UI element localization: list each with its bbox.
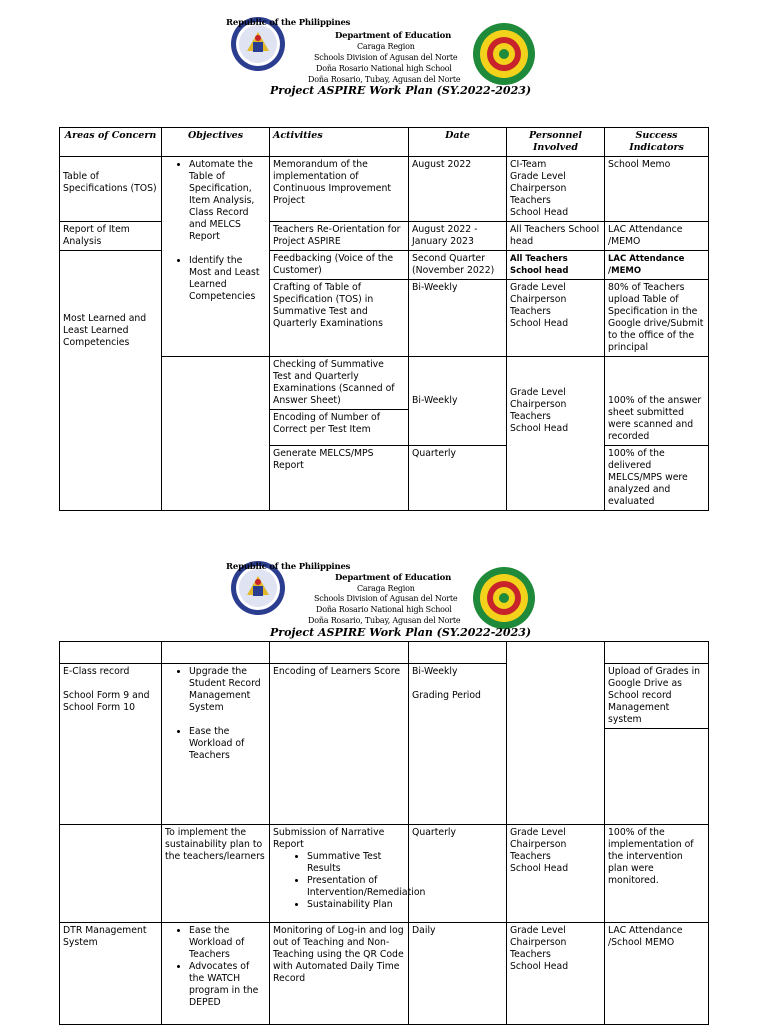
activity-cell: Encoding of Learners Score	[270, 664, 409, 825]
empty-cell	[270, 642, 409, 664]
date-cell: Bi-Weekly	[409, 280, 507, 357]
date-cell	[409, 664, 507, 825]
page-header-2	[0, 556, 768, 646]
header-region: Caraga Region	[357, 584, 415, 593]
area-eclass: E-Class record	[63, 666, 130, 677]
objectives-cell	[162, 157, 270, 357]
activity-cell: Memorandum of the implementation of Continuous Improvement Project	[270, 157, 409, 222]
header-division: Schools Division of Agusan del Norte	[314, 53, 458, 62]
objective-item: • Identify the Most and Least Learned Competencies	[189, 255, 266, 303]
header-address: Doña Rosario, Tubay, Agusan del Norte	[308, 75, 461, 84]
indicator-cell: 80% of Teachers upload Table of Specification in the Google drive/Submit to the office of the principal	[605, 280, 709, 357]
activity-cell: Checking of Summative Test and Quarterly Examinations (Scanned of Answer Sheet)	[270, 357, 409, 410]
objectives-cell	[162, 664, 270, 825]
personnel-cell: CI-Team Grade Level Chairperson Teachers School Head	[507, 157, 605, 222]
objective-item: • Ease the Workload of Teachers	[189, 726, 266, 762]
date-cell: Daily	[409, 923, 507, 1025]
personnel-cell: Grade Level Chairperson Teachers School Head	[507, 280, 605, 357]
objectives-cell-empty	[162, 357, 270, 511]
table-row-empty	[60, 642, 709, 664]
area-item-analysis: Report of Item Analysis	[60, 222, 162, 251]
empty-cell	[162, 642, 270, 664]
date-value: Bi-Weekly	[412, 395, 458, 406]
date-cell: August 2022 - January 2023	[409, 222, 507, 251]
activity-value: Submission of Narrative Report	[273, 827, 385, 850]
indicator-value: 100% of the answer sheet submitted were scanned and recorded	[608, 395, 702, 442]
activity-cell: Monitoring of Log-in and log out of Teaching and Non-Teaching using the QR Code with Automated Daily Time Record	[270, 923, 409, 1025]
table-row	[60, 157, 709, 222]
indicator-cell: LAC Attendance /School MEMO	[605, 923, 709, 1025]
sub-item: • Sustainability Plan	[307, 899, 405, 911]
header-activities: Activities	[270, 128, 409, 157]
personnel-cell: Grade Level Chairperson Teachers School Head	[507, 825, 605, 923]
indicator-cell: 100% of the implementation of the intervention plan were monitored.	[605, 825, 709, 923]
date-cell	[409, 357, 507, 446]
area-school-forms: School Form 9 and School Form 10	[63, 690, 150, 713]
header-address: Doña Rosario, Tubay, Agusan del Norte	[308, 616, 461, 625]
indicator-cell	[605, 357, 709, 446]
header-success-indicators: Success Indicators	[605, 128, 709, 157]
header-date: Date	[409, 128, 507, 157]
empty-cell	[507, 642, 605, 825]
activity-cell	[270, 825, 426, 923]
area-cell	[60, 157, 162, 222]
empty-cell	[60, 642, 162, 664]
table-row	[60, 825, 709, 923]
area-tos: Table of Specifications (TOS)	[63, 171, 157, 194]
school-seal-icon	[472, 566, 536, 630]
objective-item: • Upgrade the Student Record Management System	[189, 666, 266, 714]
indicator-cell: 100% of the delivered MELCS/MPS were analyzed and evaluated	[605, 446, 709, 511]
work-plan-table-1	[59, 127, 709, 511]
area-mllc: Most Learned and Least Learned Competencies	[63, 312, 147, 348]
date-cell: Quarterly	[409, 446, 507, 511]
header-republic: Republic of the Philippines	[226, 562, 351, 572]
objective-item: • Advocates of the WATCH program in the DEPED	[189, 961, 266, 1009]
work-plan-table-2	[59, 641, 709, 1025]
header-school: Doña Rosario National high School	[316, 605, 452, 614]
empty-cell	[60, 825, 162, 923]
table-row	[60, 251, 709, 280]
header-region: Caraga Region	[357, 42, 415, 51]
personnel-cell: All Teachers School head	[507, 251, 605, 280]
personnel-cell	[507, 357, 605, 511]
empty-cell	[605, 729, 709, 825]
area-cell	[60, 664, 162, 825]
indicator-cell: Upload of Grades in Google Drive as School record Management system	[605, 664, 709, 729]
indicator-cell: LAC Attendance /MEMO	[605, 251, 709, 280]
date-cell: August 2022	[409, 157, 507, 222]
sub-item: • Summative Test Results	[307, 851, 405, 875]
indicator-cell: LAC Attendance /MEMO	[605, 222, 709, 251]
objective-item: • Automate the Table of Specification, Item Analysis, Class Record and MELCS Report	[189, 159, 266, 243]
objective-cell: To implement the sustainability plan to the teachers/learners	[162, 825, 270, 923]
personnel-value: Grade Level Chairperson Teachers School Head	[510, 387, 569, 434]
date-cell: Second Quarter (November 2022)	[409, 251, 507, 280]
area-cell: DTR Management System	[60, 923, 162, 1025]
date-cell: Quarterly	[409, 825, 507, 923]
page-title: Project ASPIRE Work Plan (SY.2022-2023)	[270, 84, 532, 97]
table-row	[60, 222, 709, 251]
date-value: Grading Period	[412, 690, 481, 701]
personnel-cell: All Teachers School head	[507, 222, 605, 251]
header-areas: Areas of Concern	[60, 128, 162, 157]
header-republic: Republic of the Philippines	[226, 18, 351, 28]
activity-cell: Encoding of Number of Correct per Test Item	[270, 410, 409, 446]
indicator-cell: School Memo	[605, 157, 709, 222]
table-header-row	[60, 128, 709, 157]
activity-cell: Feedbacking (Voice of the Customer)	[270, 251, 409, 280]
table-row	[60, 664, 709, 729]
activity-cell: Teachers Re-Orientation for Project ASPIRE	[270, 222, 409, 251]
header-personnel: Personnel Involved	[507, 128, 605, 157]
header-department: Department of Education	[335, 573, 452, 583]
objectives-cell	[162, 923, 270, 1025]
header-division: Schools Division of Agusan del Norte	[314, 594, 458, 603]
sub-item: • Presentation of Intervention/Remediation	[307, 875, 405, 899]
page-title: Project ASPIRE Work Plan (SY.2022-2023)	[270, 626, 532, 639]
objective-item: • Ease the Workload of Teachers	[189, 925, 266, 961]
table-row	[60, 923, 709, 1025]
activity-cell: Generate MELCS/MPS Report	[270, 446, 409, 511]
date-value: Bi-Weekly	[412, 666, 458, 677]
empty-cell	[605, 642, 709, 664]
personnel-cell: Grade Level Chairperson Teachers School Head	[507, 923, 605, 1025]
area-cell	[60, 251, 162, 511]
header-department: Department of Education	[335, 31, 452, 41]
header-school: Doña Rosario National high School	[316, 64, 452, 73]
activity-cell: Crafting of Table of Specification (TOS) in Summative Test and Quarterly Examinations	[270, 280, 409, 357]
school-seal-icon	[472, 22, 536, 86]
header-objectives: Objectives	[162, 128, 270, 157]
page-header-1	[0, 12, 768, 102]
empty-cell	[409, 642, 507, 664]
